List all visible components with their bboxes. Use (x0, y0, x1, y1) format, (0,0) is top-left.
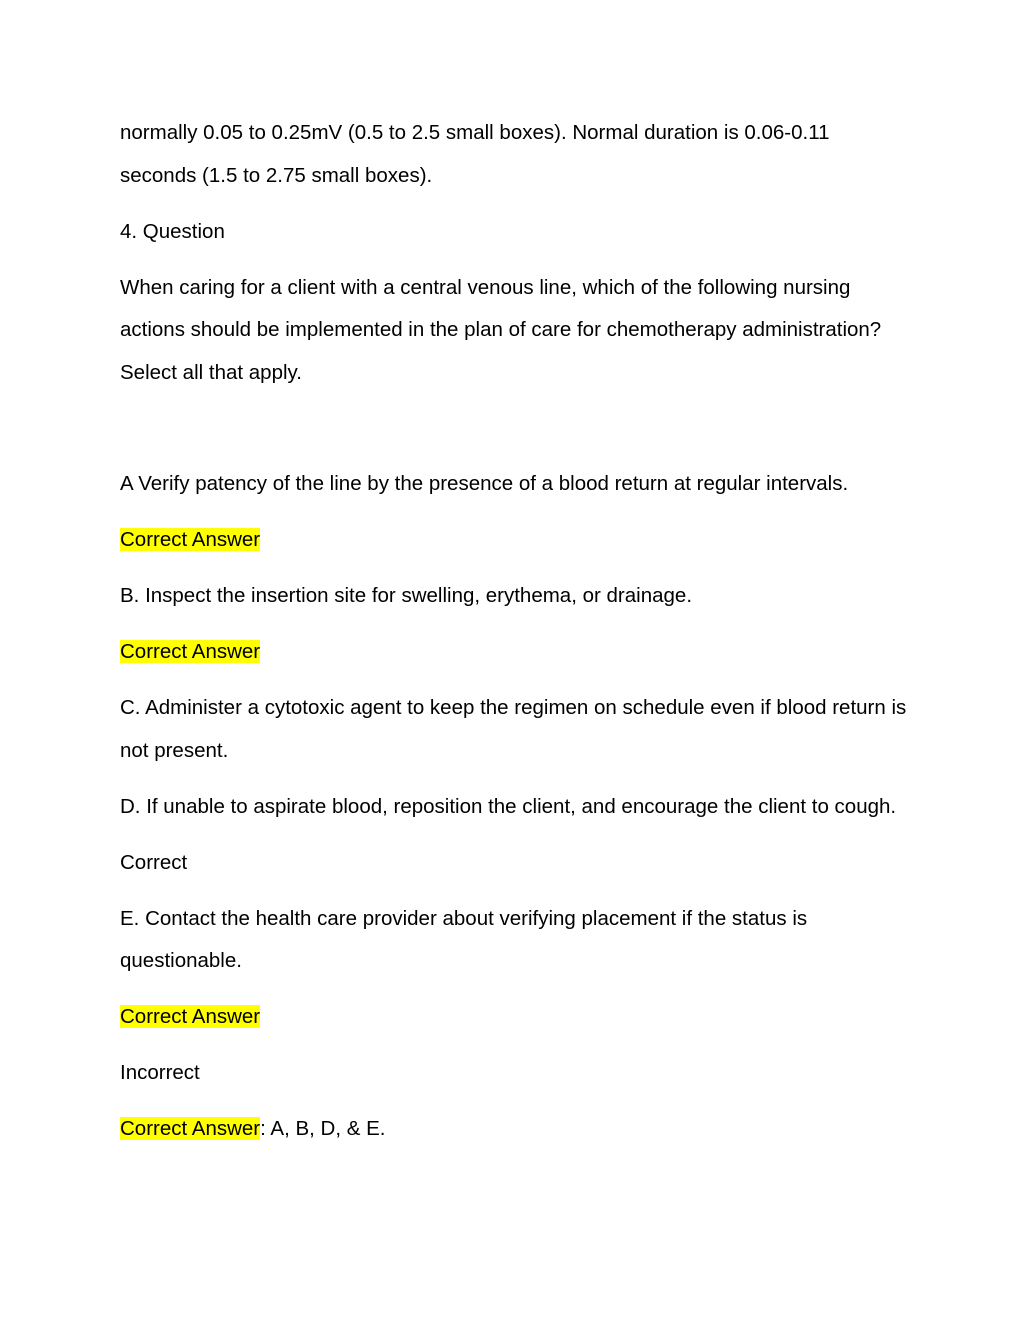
option-a: A Verify patency of the line by the presence of a blood return at regular intervals. (120, 472, 849, 495)
correct-answer-highlight: Correct Answer (120, 640, 261, 663)
question-number: 4. Question (120, 219, 225, 243)
option-a-marker (120, 519, 910, 562)
final-answer-value: : A, B, D, & E. (260, 1117, 386, 1140)
final-answer (120, 1108, 910, 1151)
result-text: Incorrect (120, 1061, 200, 1084)
correct-answer-highlight: Correct Answer (120, 1005, 261, 1028)
option-b-marker (120, 631, 910, 674)
option-b: B. Inspect the insertion site for swelling, erythema, or drainage. (120, 584, 693, 607)
question-text: When caring for a client with a central venous line, which of the following nursing actions should be implemented in the plan of care for chemotherapy administration? Select all that apply. (120, 275, 882, 384)
document-page (120, 112, 910, 1164)
final-answer-label: Correct Answer (120, 1117, 261, 1140)
correct-answer-highlight: Correct Answer (120, 528, 261, 551)
intro-paragraph: normally 0.05 to 0.25mV (0.5 to 2.5 small boxes). Normal duration is 0.06-0.11 seconds (1.5 to 2.75 small boxes). (120, 121, 830, 187)
option-c: C. Administer a cytotoxic agent to keep the regimen on schedule even if blood return is not present. (120, 696, 907, 762)
option-e: E. Contact the health care provider about verifying placement if the status is questionable. (120, 906, 808, 972)
option-e-marker (120, 996, 910, 1039)
option-d: D. If unable to aspirate blood, reposition the client, and encourage the client to cough. (120, 794, 897, 818)
option-d-marker: Correct (120, 850, 188, 874)
